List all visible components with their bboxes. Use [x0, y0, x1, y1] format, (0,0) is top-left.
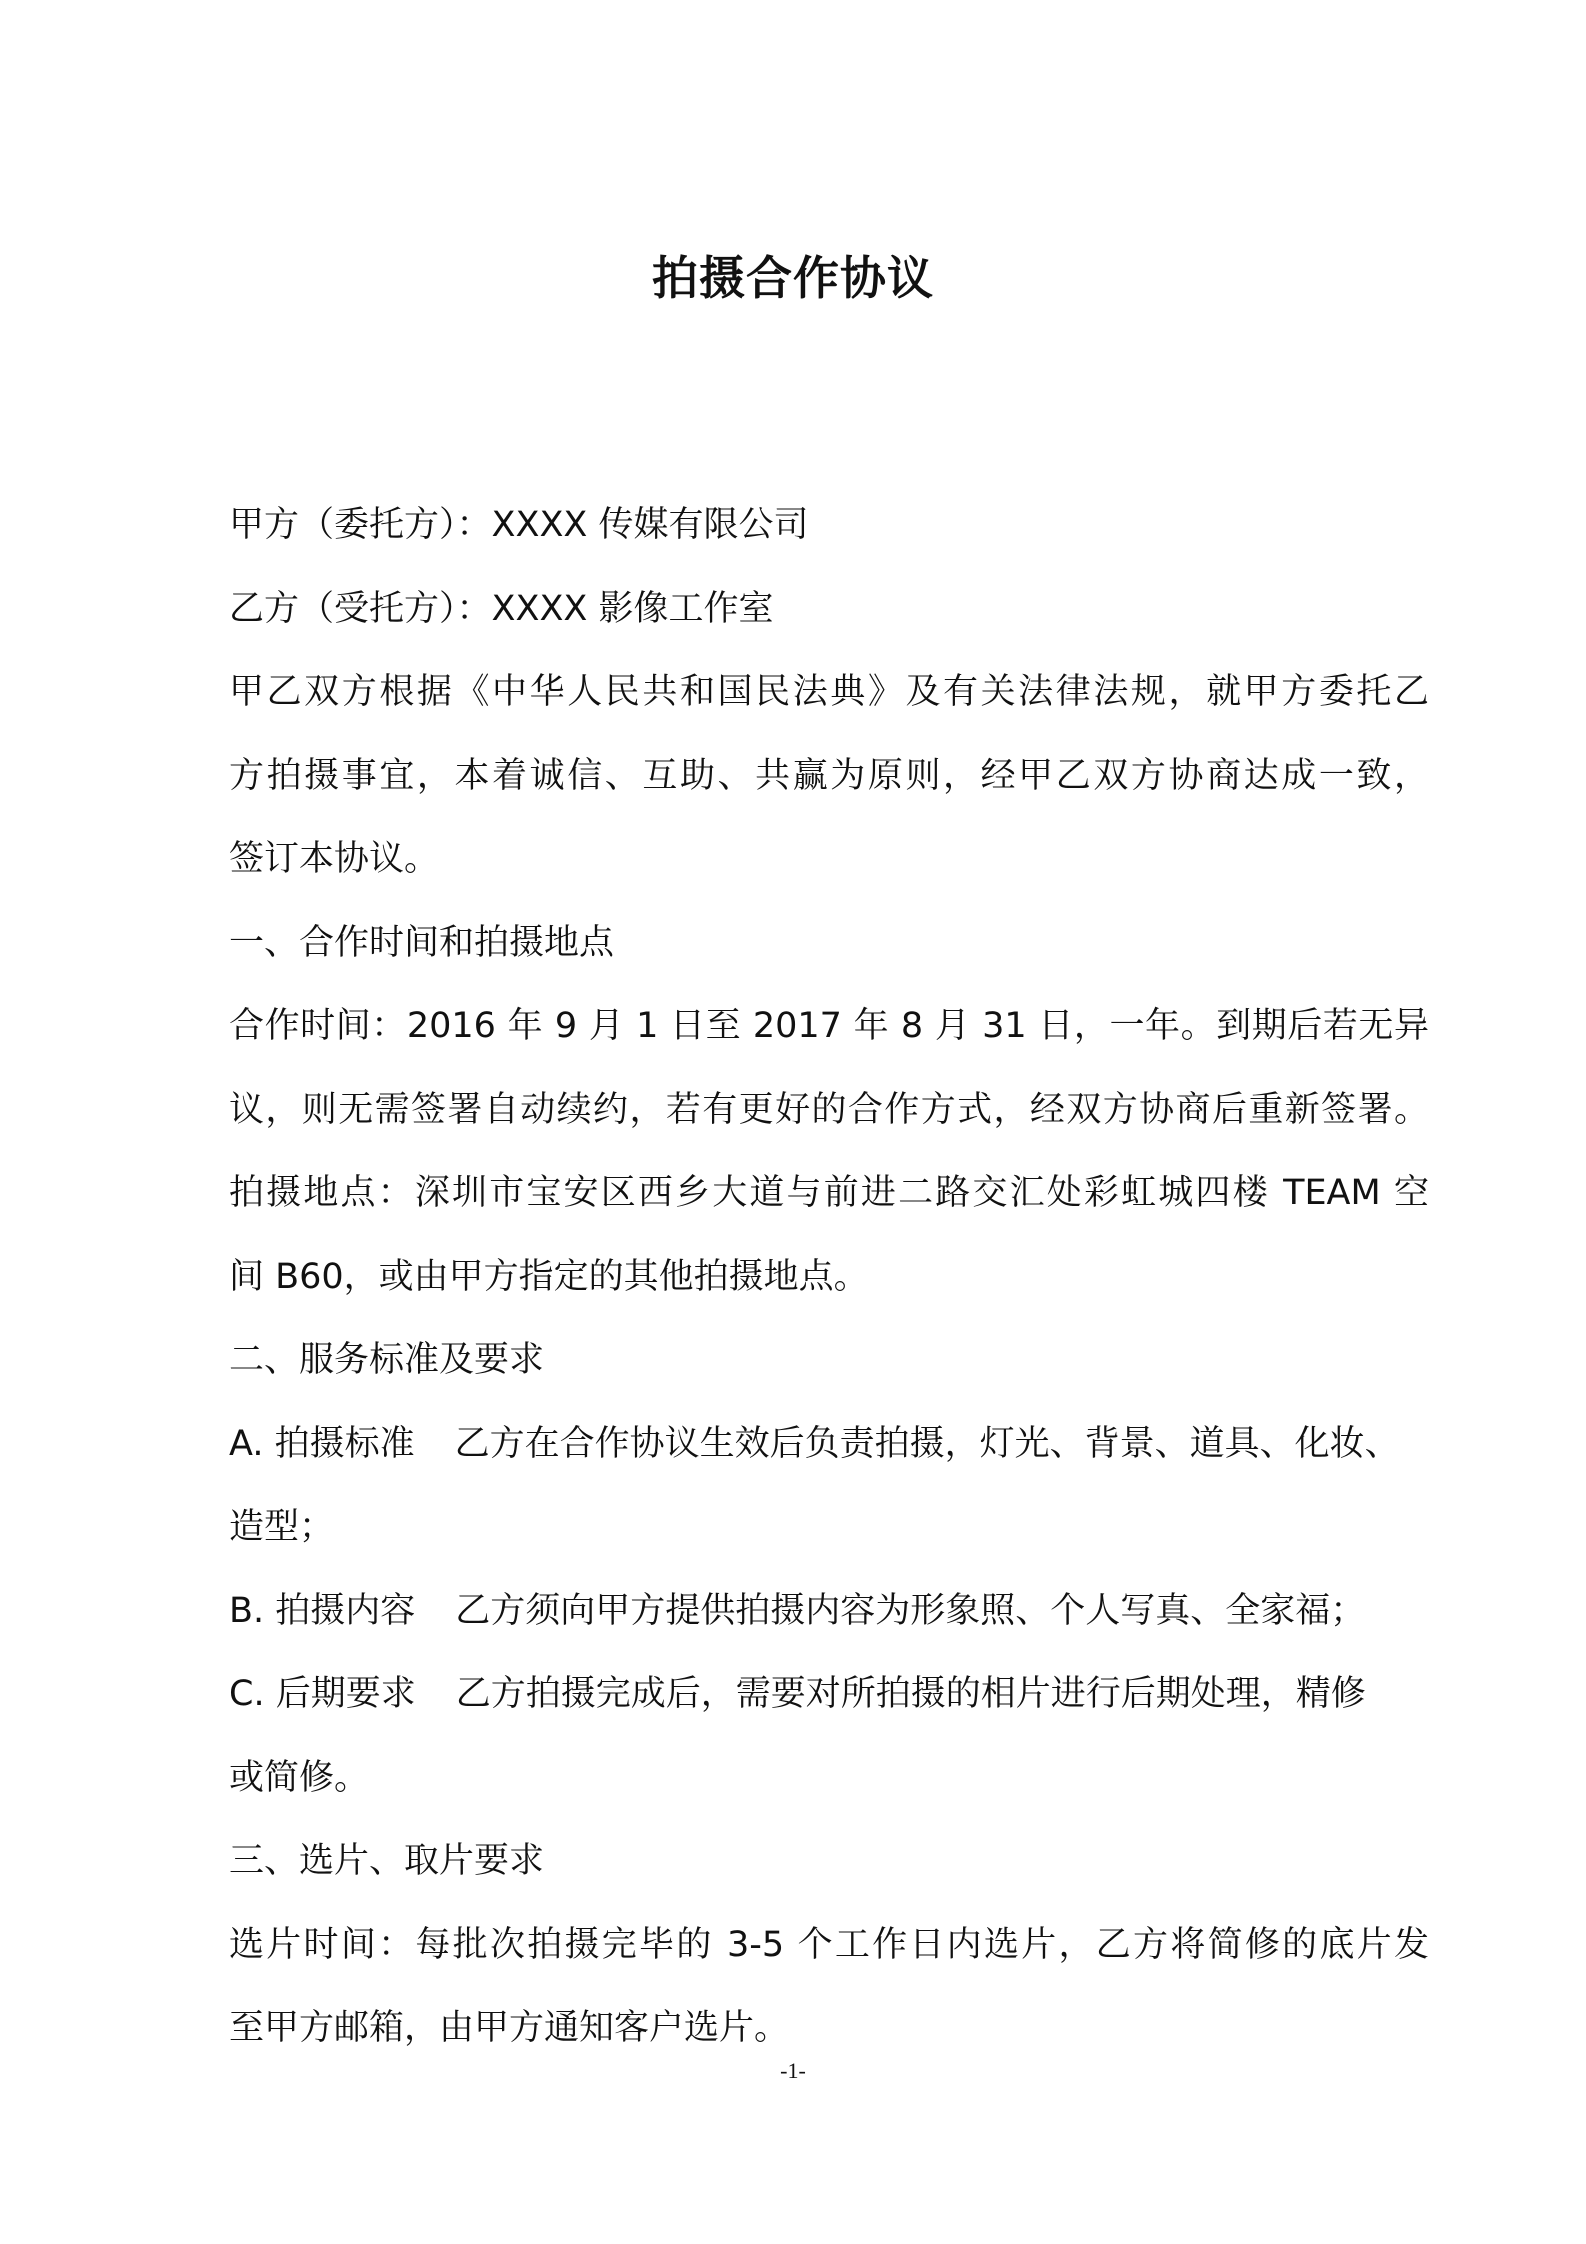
- party-a-line: 甲方（委托方）：XXXX 传媒有限公司: [229, 505, 809, 545]
- item-c-text: 乙方拍摄完成后，需要对所拍摄的相片进行后期处理，精修: [455, 1674, 1366, 1714]
- item-a-text: 乙方在合作协议生效后负责拍摄，灯光、背景、道具、化妆、: [454, 1423, 1400, 1464]
- item-a-label: A. 拍摄标准: [229, 1423, 415, 1464]
- section-1-heading: 一、合作时间和拍摄地点: [229, 922, 615, 963]
- item-c-line: [229, 1653, 1429, 1737]
- location-line-2: 间 B60，或由甲方指定的其他拍摄地点。: [229, 1256, 869, 1297]
- item-a-continuation: 造型；: [229, 1507, 335, 1547]
- item-b-line: [229, 1570, 1429, 1654]
- document-title: 拍摄合作协议: [652, 251, 934, 305]
- page-number: -1-: [780, 2058, 806, 2083]
- item-c-continuation: 或简修。: [229, 1757, 370, 1798]
- item-b-label: B. 拍摄内容: [229, 1590, 416, 1631]
- selection-time-line-1: 选片时间：每批次拍摄完毕的 3-5 个工作日内选片，乙方将简修的底片发: [229, 1924, 1429, 1965]
- item-b-text: 乙方须向甲方提供拍摄内容为形象照、个人写真、全家福；: [455, 1590, 1366, 1631]
- cooperation-time-line-1: 合作时间：2016 年 9 月 1 日至 2017 年 8 月 31 日，一年。到期后若无异: [229, 1006, 1429, 1046]
- cooperation-time-line-2: 议，则无需签署自动续约，若有更好的合作方式，经双方协商后重新签署。: [229, 1089, 1429, 1130]
- document-body: [229, 484, 1429, 2071]
- section-3-heading: 三、选片、取片要求: [229, 1841, 545, 1881]
- preamble-line-3: 签订本协议。: [229, 839, 440, 879]
- item-c-label: C. 后期要求: [229, 1674, 416, 1714]
- preamble-line-2: 方拍摄事宜，本着诚信、互助、共赢为原则，经甲乙双方协商达成一致，: [229, 755, 1429, 796]
- preamble-line-1: 甲乙双方根据《中华人民共和国民法典》及有关法律法规，就甲方委托乙: [229, 672, 1429, 712]
- party-b-line: 乙方（受托方）：XXXX 影像工作室: [229, 588, 774, 629]
- section-2-heading: 二、服务标准及要求: [229, 1340, 545, 1380]
- location-line-1: 拍摄地点：深圳市宝安区西乡大道与前进二路交汇处彩虹城四楼 TEAM 空: [229, 1173, 1429, 1213]
- selection-time-line-2: 至甲方邮箱，由甲方通知客户选片。: [229, 2008, 790, 2048]
- item-a-line: [229, 1403, 1429, 1487]
